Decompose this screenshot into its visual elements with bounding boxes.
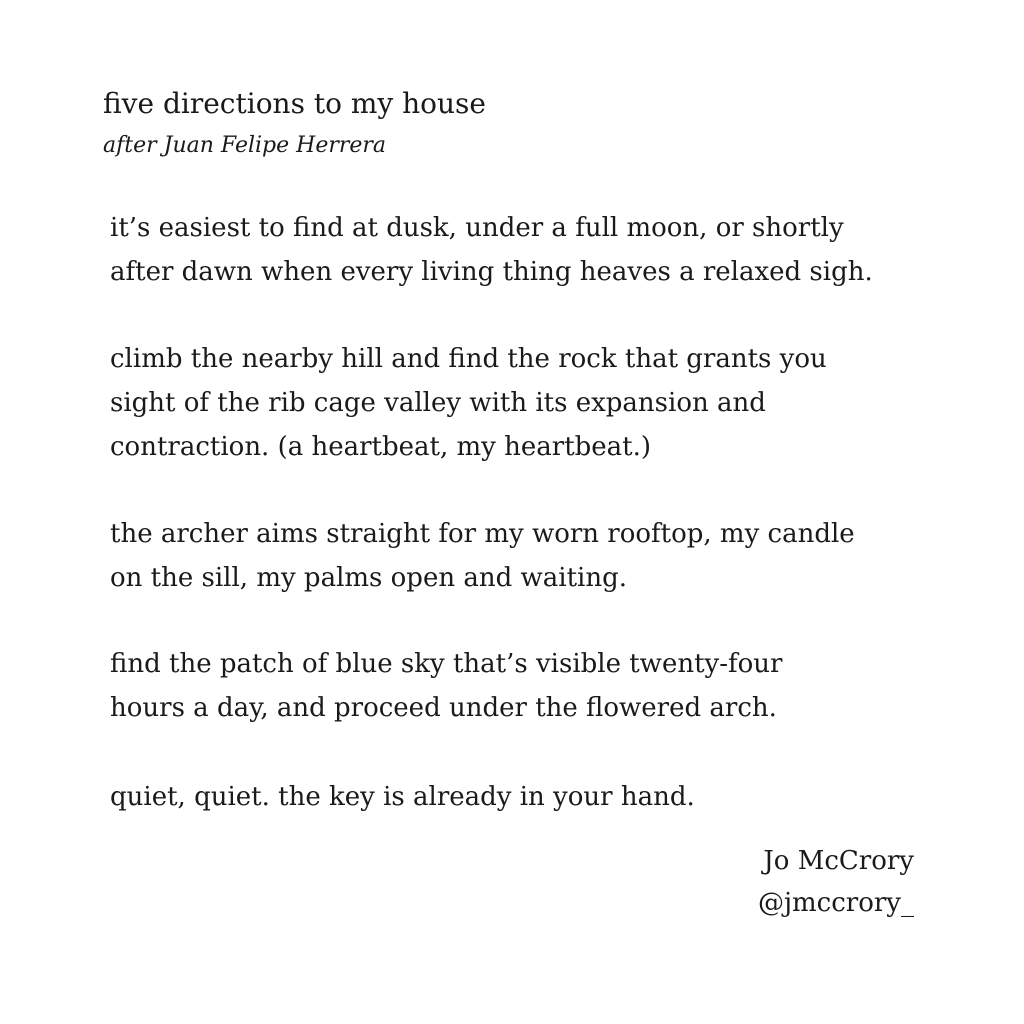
poem-dedication: after Juan Felipe Herrera [103, 133, 387, 158]
stanza-3 [110, 512, 855, 600]
poem-line: hours a day, and proceed under the flowered arch. [110, 693, 777, 723]
poem-line: the archer aims straight for my worn rooftop, my candle [110, 519, 855, 549]
poem-title: five directions to my house [103, 87, 486, 120]
poem-line: find the patch of blue sky that’s visible twenty-four [110, 649, 783, 679]
author-handle: @jmccrory_ [757, 888, 914, 918]
stanza-4 [110, 642, 782, 730]
poem-line: after dawn when every living thing heaves a relaxed sigh. [110, 257, 873, 287]
author-signature [758, 840, 914, 924]
stanza-1 [110, 206, 873, 294]
stanza-5 [110, 775, 695, 819]
poem-line: quiet, quiet. the key is already in your hand. [110, 782, 695, 812]
poem-line: sight of the rib cage valley with its expansion and [110, 388, 766, 418]
author-name: Jo McCrory [763, 846, 914, 876]
poem-line: contraction. (a heartbeat, my heartbeat.) [110, 432, 652, 462]
poem-line: it’s easiest to find at dusk, under a full moon, or shortly [110, 213, 844, 243]
stanza-2 [110, 337, 827, 469]
poem-line: on the sill, my palms open and waiting. [110, 563, 627, 593]
poem-line: climb the nearby hill and find the rock that grants you [110, 344, 827, 374]
